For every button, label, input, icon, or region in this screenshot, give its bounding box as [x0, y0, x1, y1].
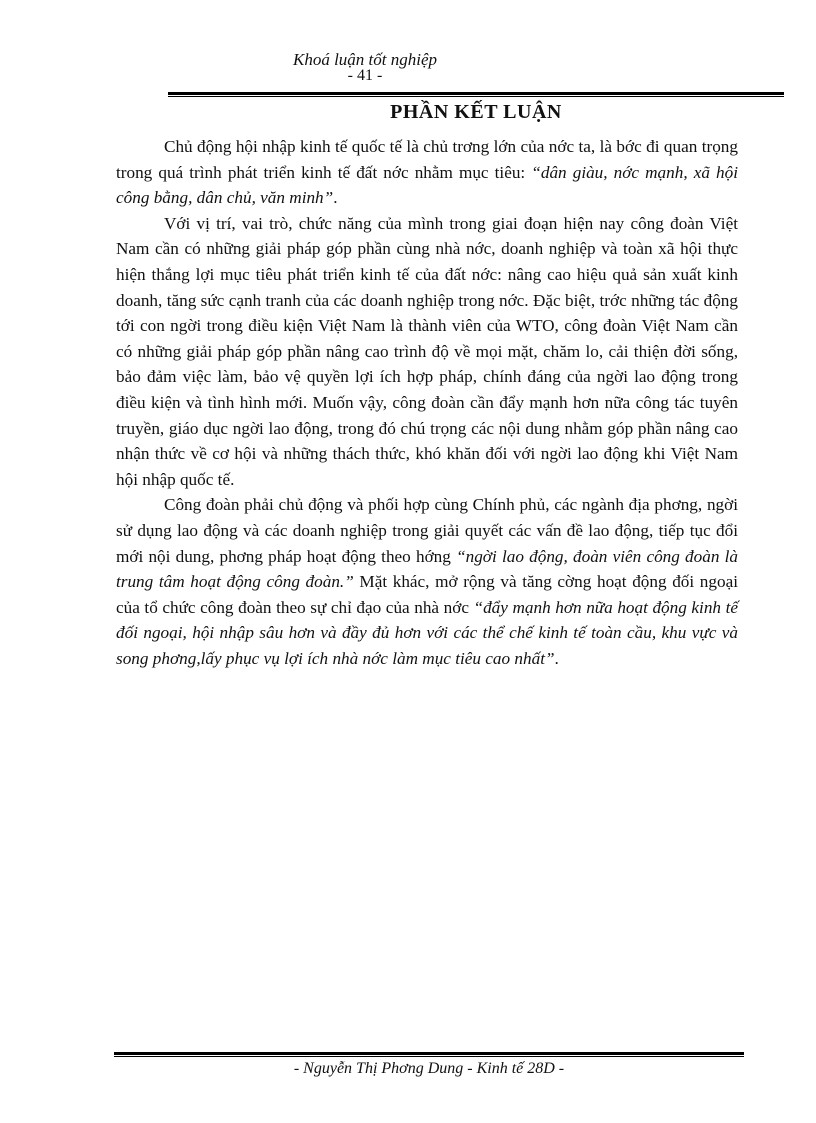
paragraph-1-end: . [333, 188, 338, 208]
paragraph-3-quote-2: “đẩy mạnh hơn nữa hoạt động kinh tế đối ngoại, hội nhập sâu hơn và đầy đủ hơn với các thể chế kinh tế toàn cầu, khu vực và song phơng,lấy phục vụ lợi ích nhà nớc làm mục tiêu cao nhất” [116, 597, 738, 668]
paragraph-1-quote: “dân giàu, nớc mạnh, xã hội công bằng, dân chủ, văn minh” [116, 162, 738, 208]
paragraph-3 [116, 492, 738, 671]
paragraph-1 [116, 134, 738, 211]
paragraph-3-quote-1: “ngời lao động, đoàn viên công đoàn là trung tâm hoạt động công đoàn.” [116, 546, 739, 592]
paragraph-3-text-2: Mặt khác, mở rộng và tăng cờng hoạt động đối ngoại của tổ chức công đoàn theo sự chỉ đạo của nhà nớc [116, 572, 738, 617]
footer-divider [114, 1052, 744, 1057]
header-title: Khoá luận tốt nghiệp [292, 50, 438, 69]
paragraph-3-text: Công đoàn phải chủ động và phối hợp cùng Chính phủ, các ngành địa phơng, ngời sử dụng lao động và các doanh nghiệp trong giải quyết các vấn đề lao động, tiếp tục đổi mới nội dung, phơng pháp hoạt động theo hớng [116, 495, 738, 566]
paragraph-2: Với vị trí, vai trò, chức năng của mình trong giai đoạn hiện nay công đoàn Việt Nam cần có những giải pháp góp phần cùng nhà nớc, doanh nghiệp và toàn xã hội thực hiện thắng lợi mục tiêu phát triển kinh tế của đất nớc: nâng cao hiệu quả sản xuất kinh doanh, tăng sức cạnh tranh của các doanh nghiệp trong nớc. Đặc biệt, trớc những tác động tới con ngời trong điều kiện Việt Nam là thành viên của WTO, công đoàn Việt Nam cần có những giải pháp góp phần nâng cao trình độ về mọi mặt, chăm lo, cải thiện đời sống, bảo đảm việc làm, bảo vệ quyền lợi ích hợp pháp, chính đáng của ngời lao động trong điều kiện và tình hình mới. Muốn vậy, công đoàn cần đẩy mạnh hơn nữa công tác tuyên truyền, giáo dục ngời lao động, trong đó chú trọng các nội dung nhằm góp phần nâng cao nhận thức về cơ hội và những thách thức, khó khăn đối với ngời lao động khi Việt Nam hội nhập quốc tế. [116, 213, 738, 489]
paragraph-1-text: Chủ động hội nhập kinh tế quốc tế là chủ trơng lớn của nớc ta, là bớc đi quan trọng trong quá trình phát triển kinh tế đất nớc nhằm mục tiêu: [116, 137, 738, 182]
header-divider [168, 92, 784, 97]
footer-text: - Nguyễn Thị Phơng Dung - Kinh tế 28D - [293, 1060, 565, 1077]
page-number: - 41 - [347, 67, 383, 84]
section-title: PHẦN KẾT LUẬN [390, 101, 562, 123]
body-text [116, 134, 738, 671]
paragraph-3-end: . [554, 648, 559, 668]
